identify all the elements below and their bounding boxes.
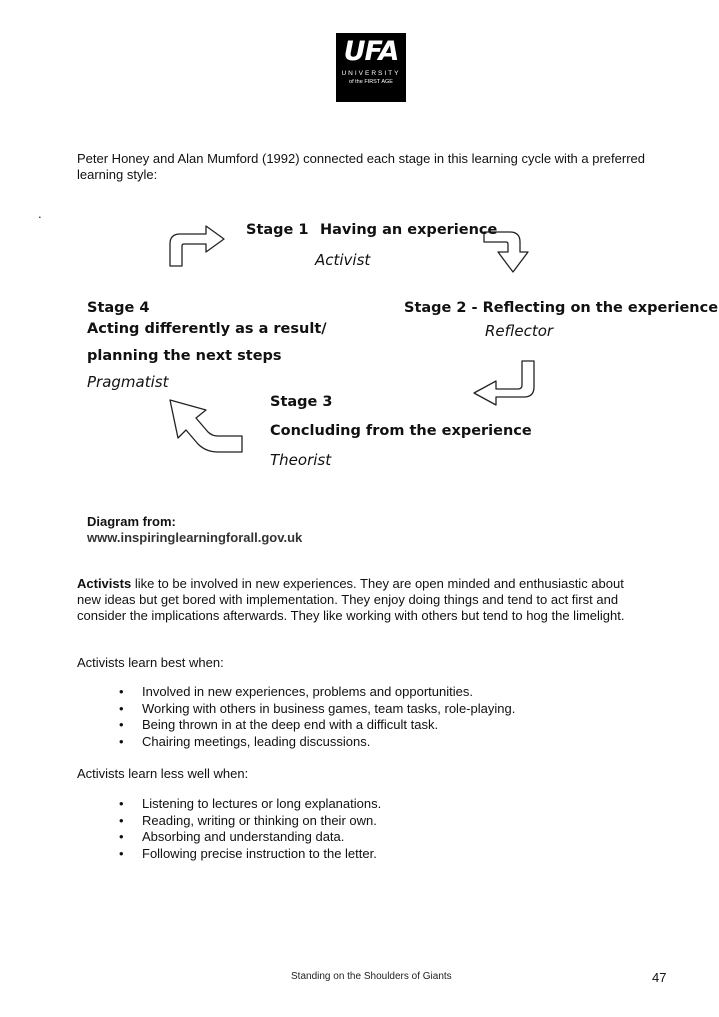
- stage-3-label: Stage 3: [270, 394, 333, 410]
- bullet-icon: •: [119, 684, 124, 699]
- stage-4-title-line-2: planning the next steps: [87, 348, 282, 364]
- list-item: • Involved in new experiences, problems and opportunities.: [119, 684, 473, 699]
- stage-4-style: Pragmatist: [87, 373, 169, 391]
- bullet-icon: •: [119, 845, 124, 861]
- activists-description: like to be involved in new experiences. They are open minded and enthusiastic about new ideas but get bored with implementation. They enjoy doing things and tend to act first and consider the implications afterwards. They like working with others but tend to hog the limelight.: [77, 576, 625, 623]
- stage-1-label: Stage 1: [246, 222, 309, 238]
- stage-2-style: Reflector: [485, 322, 554, 340]
- bullet-icon: •: [119, 717, 124, 732]
- footer-title: Standing on the Shoulders of Giants: [291, 971, 452, 982]
- list-item: • Reading, writing or thinking on their own.: [119, 812, 377, 828]
- learn-best-heading: Activists learn best when:: [77, 655, 224, 670]
- learn-less-heading: Activists learn less well when:: [77, 766, 249, 781]
- ufa-logo: [336, 33, 406, 102]
- stage-3-style: Theorist: [270, 451, 332, 469]
- learn-less-list: [119, 796, 662, 862]
- learn-best-list: [119, 684, 662, 750]
- stage-2-title: Stage 2 - Reflecting on the experience: [404, 300, 719, 316]
- logo-mark: UFA: [343, 36, 399, 67]
- bullet-icon: •: [119, 796, 124, 811]
- bullet-icon: •: [119, 733, 124, 749]
- stage-1-title: Having an experience: [320, 222, 498, 238]
- list-item: • Chairing meetings, leading discussions.: [119, 733, 371, 749]
- curved-arrow-up-left-icon: [166, 394, 244, 456]
- activists-lead: Activists: [77, 576, 132, 591]
- list-item: • Absorbing and understanding data.: [119, 829, 345, 844]
- stage-4-title-line-1: Acting differently as a result/: [87, 321, 327, 337]
- bullet-icon: •: [119, 700, 124, 716]
- logo-line-2: of the FIRST AGE: [349, 79, 393, 85]
- source-label: Diagram from:: [87, 514, 176, 529]
- list-item: • Listening to lectures or long explanations.: [119, 796, 382, 811]
- list-item: • Working with others in business games, team tasks, role-playing.: [119, 700, 516, 716]
- stray-mark: .: [38, 206, 42, 221]
- page-number: 47: [652, 970, 667, 985]
- list-item: • Following precise instruction to the letter.: [119, 845, 377, 861]
- stage-3-title: Concluding from the experience: [270, 423, 532, 439]
- curved-arrow-up-right-icon: [168, 224, 228, 268]
- stage-1-style: Activist: [315, 251, 371, 269]
- intro-paragraph: Peter Honey and Alan Mumford (1992) connected each stage in this learning cycle with a preferred learning style:: [77, 151, 645, 182]
- bullet-icon: •: [119, 812, 124, 828]
- logo-line-1: UNIVERSITY: [341, 70, 401, 77]
- source-url: www.inspiringlearningforall.gov.uk: [87, 530, 303, 545]
- activists-paragraph: [77, 576, 637, 624]
- bullet-icon: •: [119, 829, 124, 844]
- curved-arrow-left-icon: [472, 359, 538, 407]
- list-item: • Being thrown in at the deep end with a difficult task.: [119, 717, 439, 732]
- stage-4-label: Stage 4: [87, 300, 150, 316]
